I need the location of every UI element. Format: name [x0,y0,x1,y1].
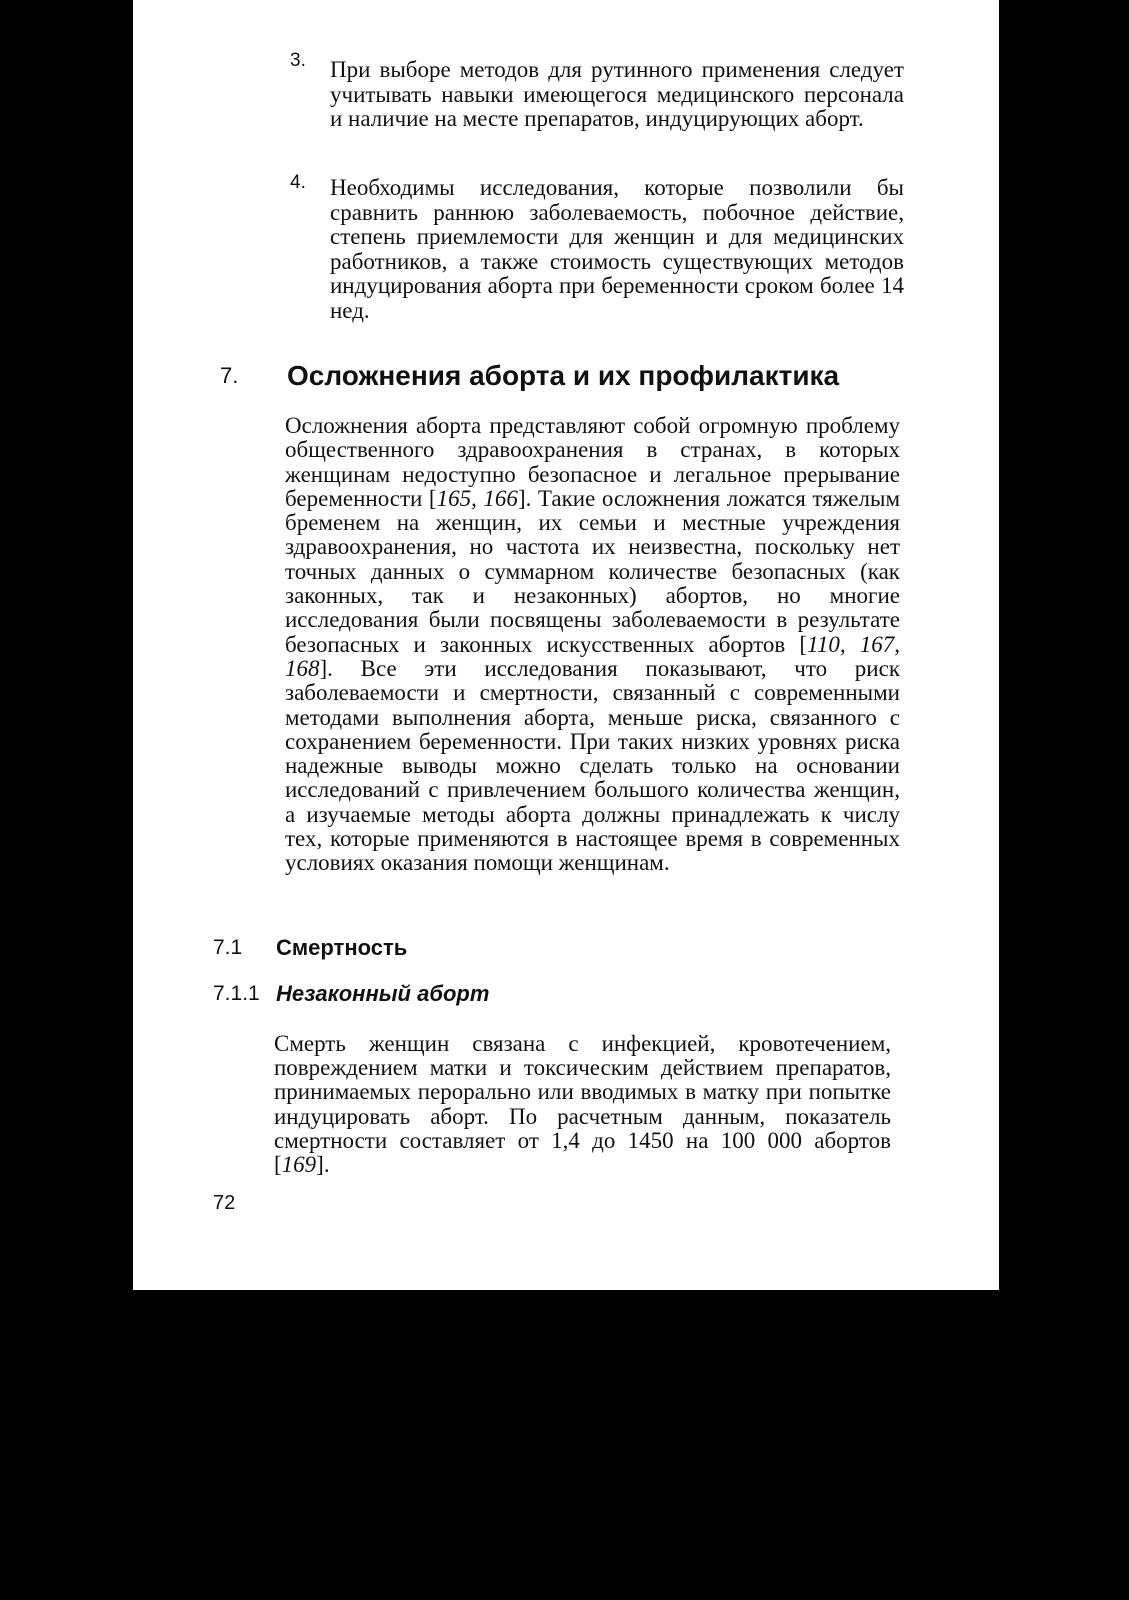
citation-110-167-168: 110, 167, 168 [285,631,901,681]
section-7-text-part2: ]. Такие осложнения ложатся тяжелым бременем на женщин, их семьи и местные учреждения здравоохранения, но частота их неизвестна, поскольку нет точных данных о суммарном количестве безопасных (как законных, так и незаконных) абортов, но многие исследования были посвящены заболеваемости в результате безопасных и законных искусственных абортов [ [285,485,901,657]
section-7-1-1-text-part1: Смерть женщин связана с инфекцией, кровотечением, повреждением матки и токсическим действием препаратов, принимаемых перорально или вводимых в матку при попытке индуцировать аборт. По расчетным данным, показатель смертности составляет от 1,4 до 1450 на 100 000 абортов [ [274,1031,891,1178]
section-7-text-part3: ]. Все эти исследования показывают, что риск заболеваемости и смертности, связанный с современными методами выполнения аборта, меньше риска, связанного с сохранением беременности. При таких низких уровнях риска надежные выводы можно сделать только на основании исследований с привлечением большого количества женщин, а изучаемые методы аборта должны принадлежать к числу тех, которые применяются в настоящее время в современных условиях оказания помощи женщинам. [285,655,900,876]
section-7-1-1-text-part2: ]. [316,1152,330,1178]
citation-165-166: 165, 166 [436,485,518,511]
section-7-1-number: 7.1 [213,936,243,959]
section-7-title: Осложнения аборта и их профилактика [287,360,840,391]
section-7-1-1-title: Незаконный аборт [276,981,490,1006]
section-7-1-1-number: 7.1.1 [213,982,260,1005]
list-item-3-text: При выборе методов для рутинного применения следует учитывать навыки имеющегося медицинского персонала и наличие на месте препаратов, индуцирующих аборт. [330,57,904,131]
list-item-4-number: 4. [290,172,306,193]
document-page [133,0,999,1290]
section-7-text-part1: Осложнения аборта представляют собой огромную проблему общественного здравоохранения в странах, в которых женщинам недоступно безопасное и легальное прерывание беременности [ [285,413,900,511]
list-item-4-text: Необходимы исследования, которые позволили бы сравнить раннюю заболеваемость, побочное действие, степень приемлемости для женщин и для медицинских работников, а также стоимость существующих методов индуцирования аборта при беременности сроком более 14 нед. [330,175,904,323]
section-7-1-title: Смертность [276,935,408,960]
page-number: 72 [213,1192,236,1214]
citation-169: 169 [281,1152,317,1178]
list-item-3-number: 3. [290,50,306,71]
section-7-number: 7. [220,363,239,388]
section-7-paragraph [285,414,900,876]
section-7-1-1-paragraph [274,1032,891,1177]
